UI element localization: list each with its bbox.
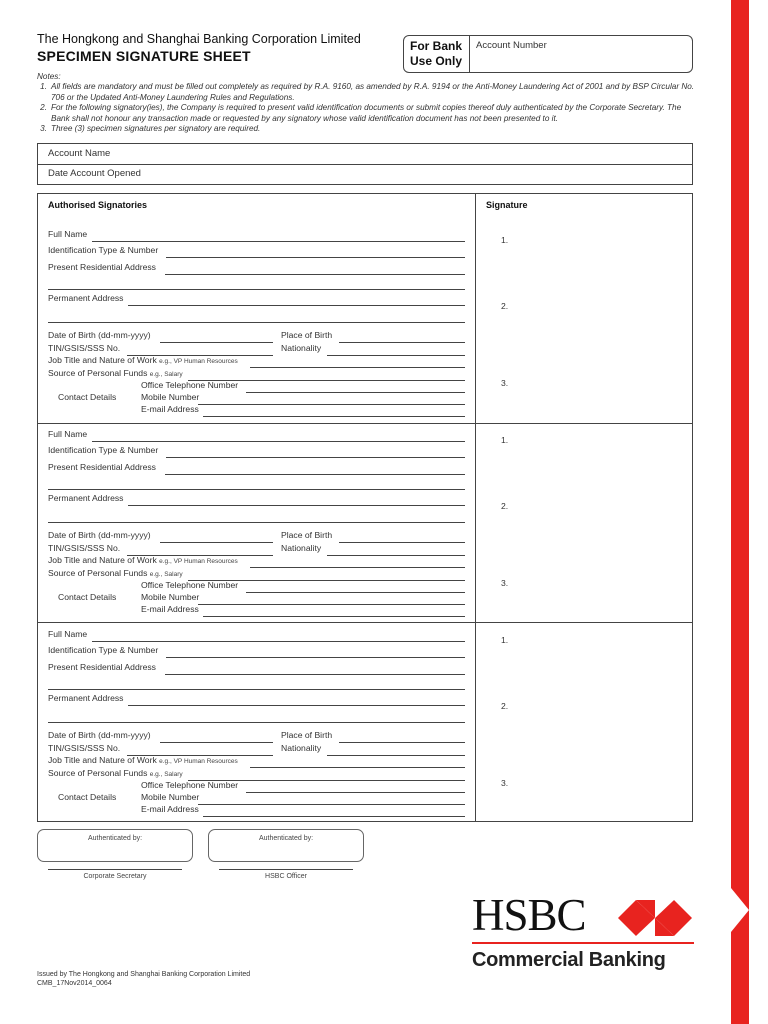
full-name-line[interactable] [92,441,465,442]
bank-use-divider [469,36,470,72]
email-line[interactable] [203,416,465,417]
signature-3-label[interactable]: 3. [501,778,509,788]
full-name-label: Full Name [48,429,88,439]
bank-use-label [410,39,462,69]
bank-use-line1: For Bank [410,39,463,53]
job-title-text: Job Title and Nature of Work [48,555,157,565]
id-type-line[interactable] [166,457,465,458]
email-line[interactable] [203,616,465,617]
permanent-address-line-2[interactable] [48,522,465,523]
job-title-label [48,355,238,365]
present-address-line-2[interactable] [48,689,465,690]
id-type-label: Identification Type & Number [48,245,159,255]
notes [37,72,697,134]
present-address-line[interactable] [165,474,465,475]
nationality-line[interactable] [327,355,465,356]
job-title-text: Job Title and Nature of Work [48,355,157,365]
job-title-line[interactable] [250,367,465,368]
note-number: 3. [40,124,47,134]
signature-2-label[interactable]: 2. [501,501,509,511]
notes-heading: Notes: [37,72,61,81]
contact-details-label: Contact Details [58,592,117,602]
bank-use-box [403,35,693,73]
auth-box-corporate-secretary [37,829,193,862]
permanent-address-line[interactable] [128,505,465,506]
funds-label [48,368,183,378]
place-of-birth-line[interactable] [339,742,465,743]
funds-text: Source of Personal Funds [48,568,148,578]
contact-details-label: Contact Details [58,392,117,402]
signature-1-label[interactable]: 1. [501,435,509,445]
job-title-hint: e.g., VP Human Resources [159,358,238,365]
mobile-label: Mobile Number [141,792,200,802]
signatories-table [37,193,693,822]
funds-text: Source of Personal Funds [48,768,148,778]
mobile-line[interactable] [198,404,465,405]
page-title: SPECIMEN SIGNATURE SHEET [37,48,251,64]
mobile-label: Mobile Number [141,392,200,402]
account-info-box [37,143,693,185]
present-address-line[interactable] [165,674,465,675]
office-phone-label: Office Telephone Number [141,780,239,790]
funds-hint: e.g., Salary [149,371,183,378]
job-title-label [48,555,238,565]
side-bar-notch [731,888,749,932]
auth-heading: Authenticated by: [87,835,143,842]
funds-label [48,768,183,778]
dob-label: Date of Birth (dd-mm-yyyy) [48,330,151,340]
note-text: For the following signatory(ies), the Company is required to present valid identification documents or submit copies thereof duly authenticated by the Corporate Secretary. The Bank shall not honour any transaction made or requested by any signatory whose valid identification document has not been presented to it. [51,103,682,123]
funds-label [48,568,183,578]
auth-heading: Authenticated by: [258,835,314,842]
funds-hint: e.g., Salary [149,571,183,578]
auth-signature-line[interactable] [48,869,182,870]
dob-label: Date of Birth (dd-mm-yyyy) [48,730,151,740]
permanent-address-line[interactable] [128,705,465,706]
email-label: E-mail Address [141,604,199,614]
note-item [37,124,697,134]
contact-details-label: Contact Details [58,792,117,802]
id-type-label: Identification Type & Number [48,445,159,455]
footer-code: CMB_17Nov2014_0064 [37,980,112,987]
account-name-field[interactable]: Account Name [48,148,111,159]
note-number: 2. [40,103,47,113]
hsbc-officer-label: HSBC Officer [265,873,307,880]
permanent-address-line[interactable] [128,305,465,306]
signature-3-label[interactable]: 3. [501,578,509,588]
job-title-line[interactable] [250,567,465,568]
place-of-birth-label: Place of Birth [281,730,333,740]
permanent-address-label: Permanent Address [48,693,124,703]
company-name: The Hongkong and Shanghai Banking Corporation Limited [37,32,361,46]
permanent-address-label: Permanent Address [48,493,124,503]
brand-side-bar [731,0,749,1024]
place-of-birth-line[interactable] [339,542,465,543]
auth-signature-line[interactable] [219,869,353,870]
dob-line[interactable] [160,342,273,343]
nationality-label: Nationality [281,743,322,753]
id-type-label: Identification Type & Number [48,645,159,655]
mobile-label: Mobile Number [141,592,200,602]
job-title-hint: e.g., VP Human Resources [159,758,238,765]
dob-label: Date of Birth (dd-mm-yyyy) [48,530,151,540]
date-account-opened-field[interactable]: Date Account Opened [48,168,141,179]
office-phone-line[interactable] [246,792,465,793]
tin-label: TIN/GSIS/SSS No. [48,743,121,753]
dob-line[interactable] [160,542,273,543]
signatory-block-divider [38,622,692,623]
present-address-line-2[interactable] [48,289,465,290]
job-title-label [48,755,238,765]
office-phone-line[interactable] [246,592,465,593]
present-address-label: Present Residential Address [48,662,156,672]
account-box-divider [38,164,692,165]
email-label: E-mail Address [141,804,199,814]
full-name-label: Full Name [48,229,88,239]
signature-header: Signature [486,200,528,210]
email-line[interactable] [203,816,465,817]
funds-text: Source of Personal Funds [48,368,148,378]
nationality-label: Nationality [281,343,322,353]
permanent-address-line-2[interactable] [48,322,465,323]
footer [37,970,250,988]
email-label: E-mail Address [141,404,199,414]
authorised-signatories-header: Authorised Signatories [48,200,148,210]
id-type-line[interactable] [166,257,465,258]
full-name-line[interactable] [92,241,465,242]
place-of-birth-label: Place of Birth [281,330,333,340]
footer-issued-by: Issued by The Hongkong and Shanghai Banking Corporation Limited [37,971,251,978]
place-of-birth-label: Place of Birth [281,530,333,540]
auth-box-hsbc-officer [208,829,364,862]
job-title-line[interactable] [250,767,465,768]
office-phone-label: Office Telephone Number [141,380,239,390]
mobile-line[interactable] [198,804,465,805]
division-name: Commercial Banking [472,949,666,971]
note-number: 1. [40,82,47,92]
nationality-label: Nationality [281,543,322,553]
note-text: All fields are mandatory and must be filled out completely as required by R.A. 9160, as amended by R.A. 9194 or the Anti-Money Laundering Act of 2001 and by BSP Circular No. 706 or the Updated Anti-Money Laundering Rules and Regulations. [51,82,695,102]
present-address-line[interactable] [165,274,465,275]
present-address-label: Present Residential Address [48,262,156,272]
bank-use-line2: Use Only [410,54,463,68]
tin-label: TIN/GSIS/SSS No. [48,343,121,353]
funds-hint: e.g., Salary [149,771,183,778]
account-number-label: Account Number [476,40,547,51]
job-title-text: Job Title and Nature of Work [48,755,157,765]
nationality-line[interactable] [327,555,465,556]
note-item [37,103,697,124]
permanent-address-line-2[interactable] [48,722,465,723]
corporate-secretary-label: Corporate Secretary [83,873,147,880]
full-name-label: Full Name [48,629,88,639]
office-phone-label: Office Telephone Number [141,580,239,590]
job-title-hint: e.g., VP Human Resources [159,558,238,565]
column-divider [475,194,476,821]
permanent-address-label: Permanent Address [48,293,124,303]
hsbc-hexagon-icon [618,900,692,936]
office-phone-line[interactable] [246,392,465,393]
place-of-birth-line[interactable] [339,342,465,343]
signature-2-label[interactable]: 2. [501,701,509,711]
signature-1-label[interactable]: 1. [501,235,509,245]
present-address-line-2[interactable] [48,489,465,490]
nationality-line[interactable] [327,755,465,756]
signature-2-label[interactable]: 2. [501,301,509,311]
note-item [37,82,697,103]
logo-red-rule [472,942,694,944]
hsbc-wordmark: HSBC [472,890,586,940]
present-address-label: Present Residential Address [48,462,156,472]
tin-label: TIN/GSIS/SSS No. [48,543,121,553]
signatory-block-divider [38,423,692,424]
signature-3-label[interactable]: 3. [501,378,509,388]
note-text: Three (3) specimen signatures per signatory are required. [51,124,261,134]
id-type-line[interactable] [166,657,465,658]
full-name-line[interactable] [92,641,465,642]
mobile-line[interactable] [198,604,465,605]
dob-line[interactable] [160,742,273,743]
signature-1-label[interactable]: 1. [501,635,509,645]
